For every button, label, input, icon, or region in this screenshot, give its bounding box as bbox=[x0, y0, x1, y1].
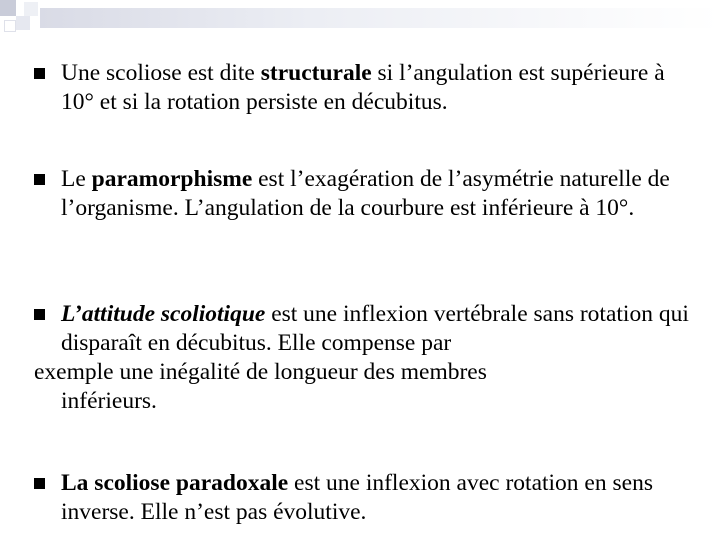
bullet-square-icon bbox=[34, 478, 45, 489]
bullet-2-post: est l’exagération de l’asymétrie naturelle de l’organisme. L’angulation de la courbure est inférieure à 10°. bbox=[61, 166, 670, 221]
bullet-1-bold: structurale bbox=[260, 60, 372, 86]
bullet-item-structurale bbox=[61, 59, 701, 117]
bullet-1-pre: Une scoliose est dite bbox=[61, 60, 261, 86]
bullet-2-bold: paramorphisme bbox=[91, 166, 253, 192]
bullet-1-post: si l’angulation est supérieure à 10° et si la rotation persiste en décubitus. bbox=[61, 60, 665, 115]
bullet-4-post: est une inflexion avec rotation en sens inverse. Elle n’est pas évolutive. bbox=[61, 470, 653, 525]
bullet-item-paramorphisme bbox=[61, 165, 681, 223]
bullet-4-bold: La scoliose paradoxale bbox=[61, 470, 289, 496]
bullet-2-pre: Le bbox=[61, 166, 92, 192]
bullet-item-attitude-scoliotique bbox=[34, 300, 704, 416]
bullet-3-bold: L’attitude scoliotique bbox=[61, 301, 266, 327]
bullet-3-line-2: exemple une inégalité de longueur des membres bbox=[34, 359, 487, 385]
bullet-square-icon bbox=[34, 174, 45, 185]
bullet-3-post-1: est une inflexion vertébrale sans rotation qui disparaît en décubitus. Elle compense par bbox=[61, 301, 689, 356]
bullet-item-scoliose-paradoxale bbox=[61, 469, 701, 527]
bullet-3-line-3: inférieurs. bbox=[61, 388, 157, 414]
bullet-3-line-1 bbox=[34, 300, 704, 358]
bullet-square-icon bbox=[34, 68, 45, 79]
